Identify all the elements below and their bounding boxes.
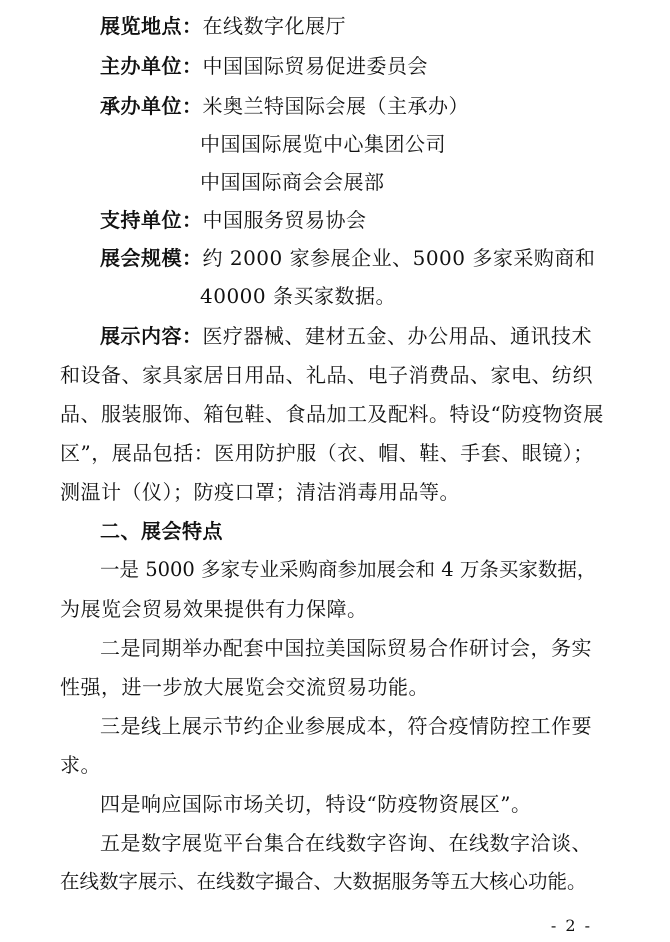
venue-label: 展览地点： <box>100 14 203 38</box>
content-line-3: 品、服装服饰、箱包鞋、食品加工及配料。特设“防疫物资展 <box>60 402 604 426</box>
point-2-line-2: 性强，进一步放大展览会交流贸易功能。 <box>60 675 429 699</box>
scale-line-1: 约 2000 家参展企业、5000 多家采购商和 <box>202 246 596 270</box>
co-organizer-label: 承办单位： <box>100 94 203 118</box>
point-1-line-1: 一是 5000 多家专业采购商参加展会和 4 万条买家数据， <box>100 558 597 581</box>
content-row <box>100 322 592 350</box>
venue-row <box>100 12 346 40</box>
organizer-row <box>100 52 428 80</box>
content-line-5: 测温计（仪）；防疫口罩；清洁消毒用品等。 <box>60 480 460 504</box>
point-5-line-2: 在线数字展示、在线数字撮合、大数据服务等五大核心功能。 <box>60 870 587 893</box>
scale-line-2: 40000 条买家数据。 <box>200 284 396 308</box>
scale-row <box>100 244 596 272</box>
venue-value: 在线数字化展厅 <box>202 14 346 38</box>
point-4-line-1: 四是响应国际市场关切，特设“防疫物资展区”。 <box>100 792 532 816</box>
scale-label: 展会规模： <box>100 246 203 270</box>
content-line-4: 区”，展品包括：医用防护服（衣、帽、鞋、手套、眼镜）； <box>60 441 594 465</box>
co-organizer-row <box>100 92 469 120</box>
point-5-line-1: 五是数字展览平台集合在线数字咨询、在线数字洽谈、 <box>100 831 592 855</box>
co-organizer-value-1: 米奥兰特国际会展（主承办） <box>202 94 469 118</box>
point-2-line-1: 二是同期举办配套中国拉美国际贸易合作研讨会，务实 <box>100 636 592 660</box>
section-heading: 二、展会特点 <box>100 519 223 543</box>
organizer-value: 中国国际贸易促进委员会 <box>202 54 428 78</box>
content-line-1: 医疗器械、建材五金、办公用品、通讯技术 <box>202 324 592 348</box>
co-organizer-value-3: 中国国际商会会展部 <box>200 170 385 194</box>
content-label: 展示内容： <box>100 324 203 348</box>
supporter-label: 支持单位： <box>100 208 203 232</box>
point-1-line-2: 为展览会贸易效果提供有力保障。 <box>60 597 368 621</box>
page-number: - 2 - <box>550 916 592 935</box>
content-line-2: 和设备、家具家居日用品、礼品、电子消费品、家电、纺织 <box>60 363 593 387</box>
point-3-line-2: 求。 <box>60 753 101 777</box>
point-3-line-1: 三是线上展示节约企业参展成本，符合疫情防控工作要 <box>100 714 592 738</box>
supporter-value: 中国服务贸易协会 <box>202 208 367 232</box>
supporter-row <box>100 206 367 234</box>
organizer-label: 主办单位： <box>100 54 203 78</box>
co-organizer-value-2: 中国国际展览中心集团公司 <box>200 132 446 156</box>
